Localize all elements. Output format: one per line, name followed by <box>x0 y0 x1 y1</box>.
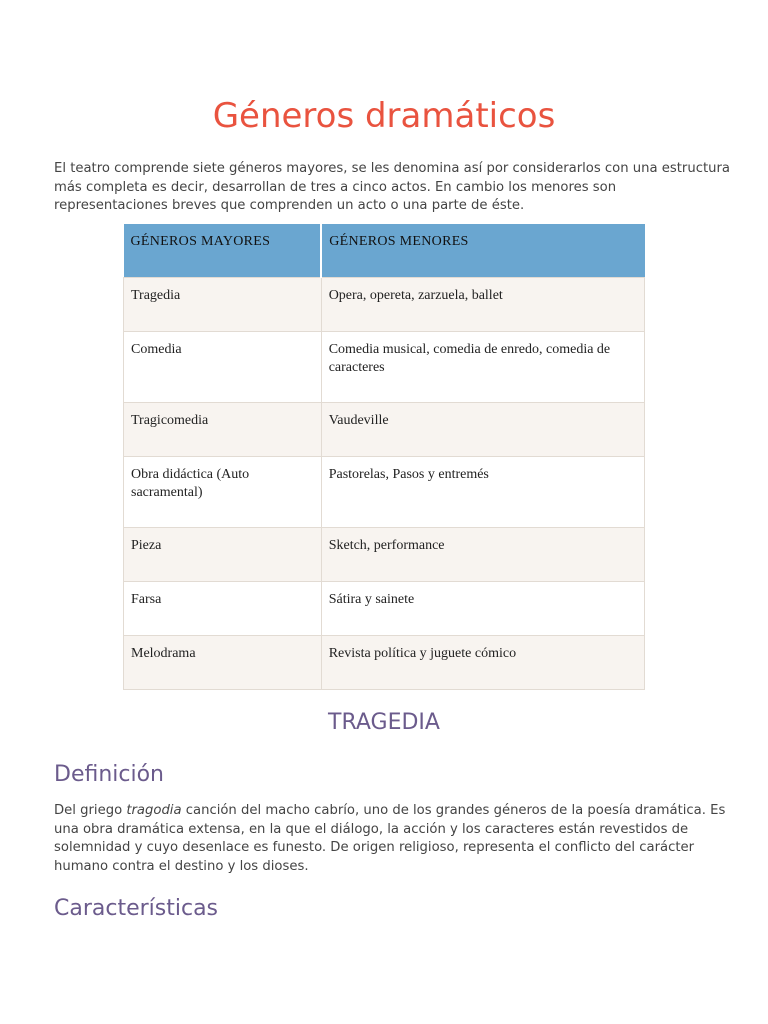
cell-minor: Comedia musical, comedia de enredo, comedia de caracteres <box>321 331 644 402</box>
section-heading-tragedia: TRAGEDIA <box>328 710 440 735</box>
cell-minor: Revista política y juguete cómico <box>321 635 644 689</box>
table-row <box>124 331 645 402</box>
definition-body: canción del macho cabrío, uno de los grandes géneros de la poesía dramática. Es una obra dramática extensa, en la que el diálogo, la acción y los caracteres están revestidos de solemnidad y cuyo desenlace es funesto. De origen religioso, representa el conflicto del carácter humano contra el destino y los dioses. <box>54 803 726 874</box>
cell-major: Farsa <box>124 581 322 635</box>
cell-major: Comedia <box>124 331 322 402</box>
cell-minor: Opera, opereta, zarzuela, ballet <box>321 277 644 331</box>
header-major-genres: GÉNEROS MAYORES <box>124 224 322 277</box>
cell-major: Melodrama <box>124 635 322 689</box>
definition-term: tragodia <box>126 803 182 818</box>
characteristics-heading: Características <box>54 896 219 921</box>
intro-paragraph: El teatro comprende siete géneros mayores, se les denomina así por considerarlos con una estructura más completa es decir, desarrollan de tres a cinco actos. En cambio los menores son representaciones breves que comprenden un acto o una parte de éste. <box>54 161 730 213</box>
cell-minor: Sketch, performance <box>321 527 644 581</box>
table-row <box>124 527 645 581</box>
cell-major: Tragedia <box>124 277 322 331</box>
table-row <box>124 635 645 689</box>
table-row <box>124 402 645 456</box>
cell-minor: Vaudeville <box>321 402 644 456</box>
definition-paragraph <box>54 802 734 876</box>
table-header-row <box>124 224 645 277</box>
definition-heading: Definición <box>54 762 164 787</box>
page-title: Géneros dramáticos <box>212 96 556 136</box>
cell-minor: Pastorelas, Pasos y entremés <box>321 456 644 527</box>
table-row <box>124 456 645 527</box>
genres-table <box>123 224 645 690</box>
cell-major: Tragicomedia <box>124 402 322 456</box>
definition-prefix: Del griego <box>54 803 127 818</box>
header-minor-genres: GÉNEROS MENORES <box>321 224 644 277</box>
cell-major: Obra didáctica (Auto sacramental) <box>124 456 322 527</box>
cell-minor: Sátira y sainete <box>321 581 644 635</box>
table-row <box>124 277 645 331</box>
cell-major: Pieza <box>124 527 322 581</box>
table-row <box>124 581 645 635</box>
